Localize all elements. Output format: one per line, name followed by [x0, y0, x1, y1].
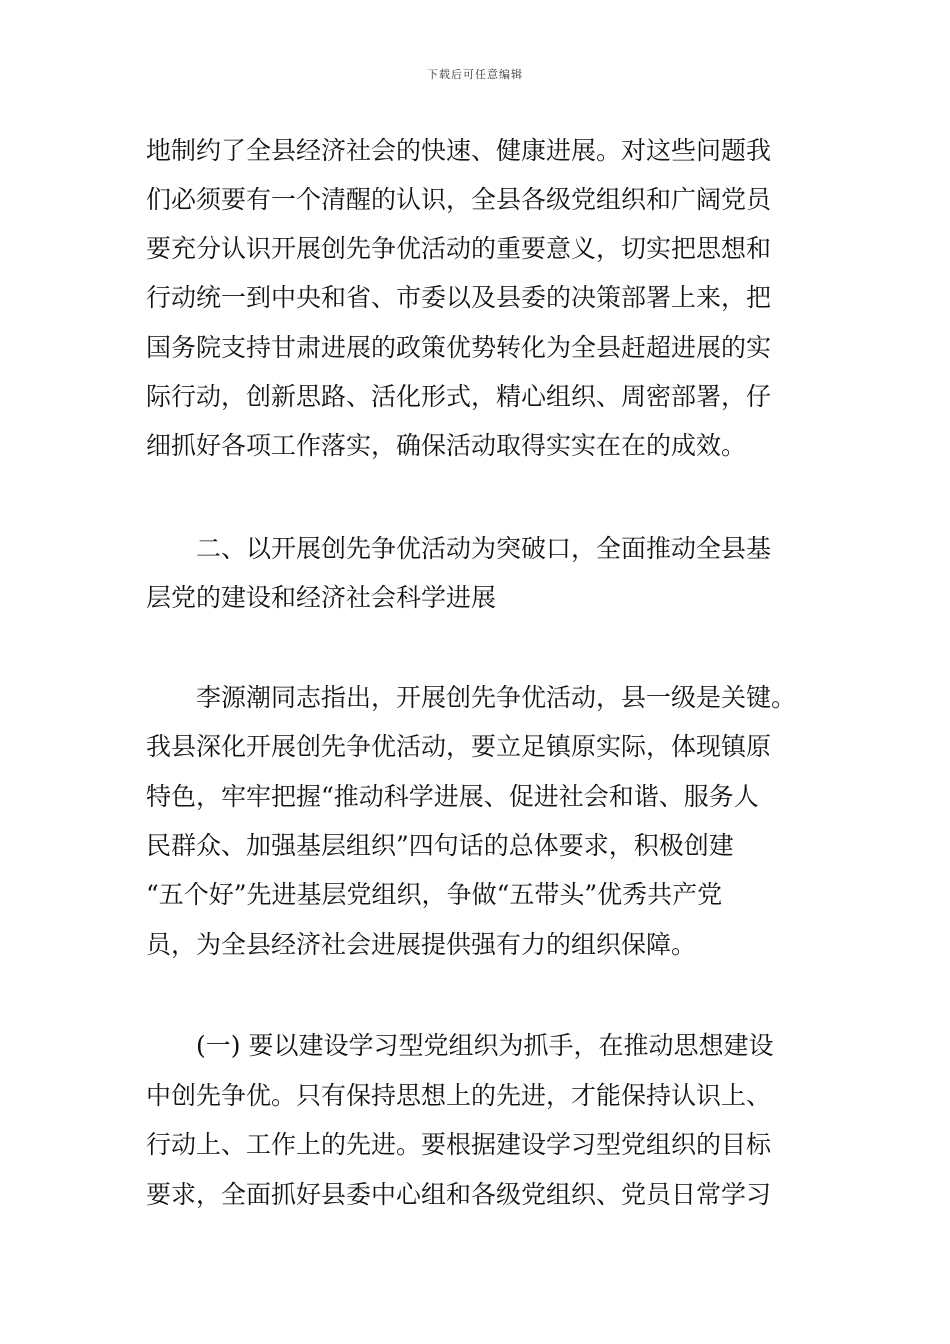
text-line: 际行动，创新思路、活化形式，精心组织、周密部署，仔 — [146, 382, 772, 411]
text-line: 我县深化开展创先争优活动，要立足镇原实际，体现镇原 — [146, 732, 772, 761]
page-header: 下载后可任意编辑 — [427, 68, 523, 81]
heading-line: 二、以开展创先争优活动为突破口，全面推动全县基 — [196, 534, 772, 563]
text-line: 地制约了全县经济社会的快速、健康进展。对这些问题我 — [146, 136, 772, 165]
text-line: 员，为全县经济社会进展提供强有力的组织保障。 — [146, 930, 697, 959]
text-line: (一) 要以建设学习型党组织为抓手，在推动思想建设 — [196, 1031, 774, 1060]
text-line: 行动上、工作上的先进。要根据建设学习型党组织的目标 — [146, 1130, 772, 1159]
text-line: “五个好”先进基层党组织，争做“五带头”优秀共产党 — [146, 880, 723, 909]
text-line: 中创先争优。只有保持思想上的先进，才能保持认识上、 — [146, 1081, 772, 1110]
text-line: 特色，牢牢把握“推动科学进展、促进社会和谐、服务人 — [146, 782, 759, 811]
heading-line: 层党的建设和经济社会科学进展 — [146, 583, 497, 612]
text-line: 细抓好各项工作落实，确保活动取得实实在在的成效。 — [146, 431, 747, 460]
text-line: 国务院支持甘肃进展的政策优势转化为全县赶超进展的实 — [146, 333, 772, 362]
text-line: 行动统一到中央和省、市委以及县委的决策部署上来，把 — [146, 283, 772, 312]
text-line: 李源潮同志指出，开展创先争优活动，县一级是关键。 — [196, 683, 797, 712]
text-line: 要求，全面抓好县委中心组和各级党组织、党员日常学习 — [146, 1180, 772, 1209]
text-line: 要充分认识开展创先争优活动的重要意义，切实把思想和 — [146, 234, 772, 263]
text-line: 们必须要有一个清醒的认识，全县各级党组织和广阔党员 — [146, 185, 772, 214]
text-line: 民群众、加强基层组织”四句话的总体要求，积极创建 — [146, 831, 734, 860]
